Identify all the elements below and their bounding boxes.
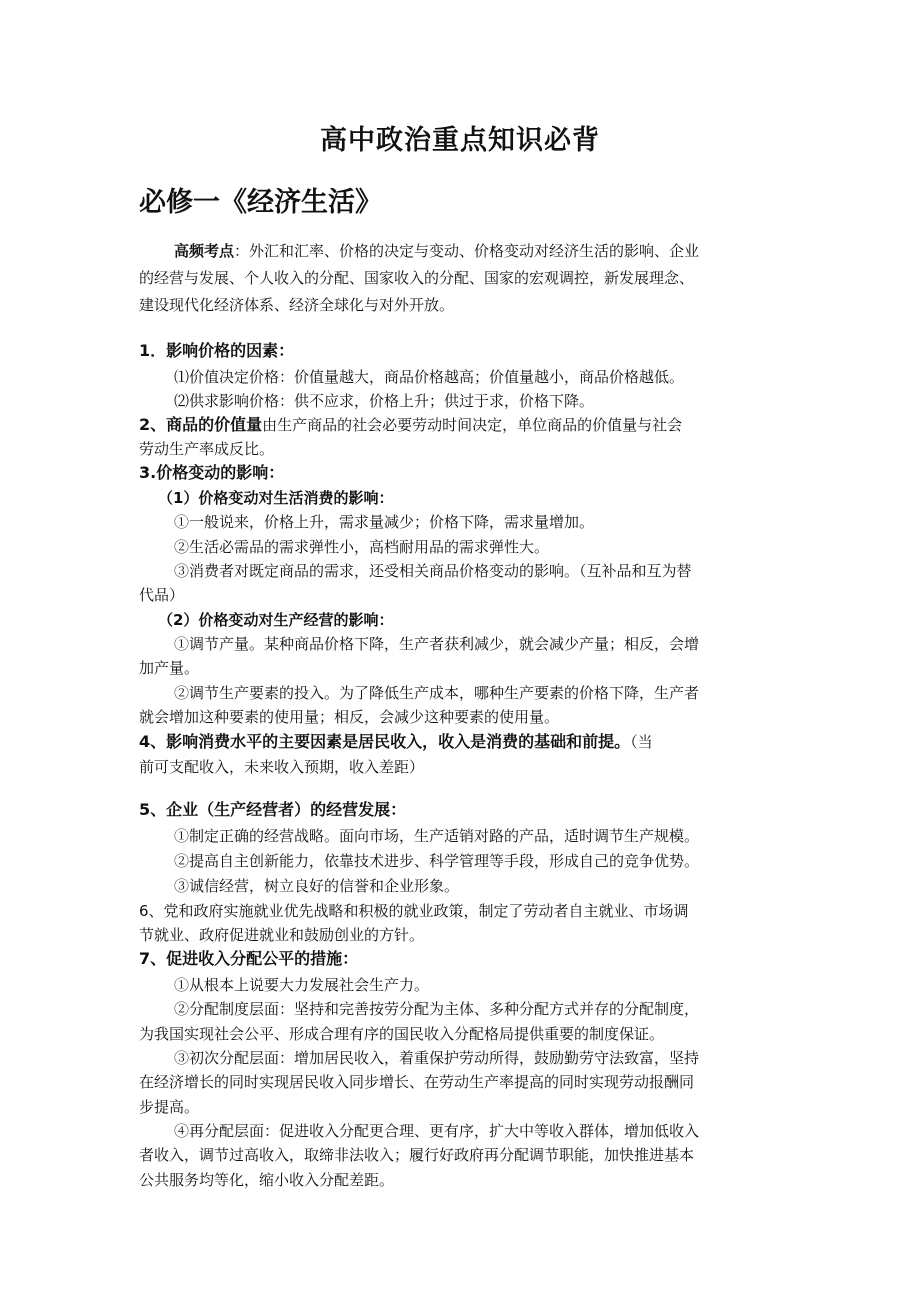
- list-item: ②调节生产要素的投入。为了降低生产成本，哪种生产要素的价格下降，生产者: [174, 684, 700, 702]
- intro-line: [174, 239, 699, 263]
- list-item-continued: 为我国实现社会公平、形成合理有序的国民收入分配格局提供重要的制度保证。: [139, 1025, 665, 1043]
- subheading-consumption: （1）价格变动对生活消费的影响：: [158, 489, 394, 507]
- list-item-continued: 者收入，调节过高收入，取缔非法收入；履行好政府再分配调节职能，加快推进基本: [139, 1146, 695, 1164]
- list-item-continued: 加产量。: [139, 659, 200, 677]
- list-item-continued: 代品）: [139, 586, 185, 604]
- paragraph-value-quantity: [139, 413, 682, 437]
- intro-line: 的经营与发展、个人收入的分配、国家收入的分配、国家的宏观调控，新发展理念、: [139, 269, 695, 287]
- page-title: 高中政治重点知识必背: [320, 125, 600, 156]
- section-title: 必修一《经济生活》: [139, 187, 382, 218]
- heading-consumption-level: 4、影响消费水平的主要因素是居民收入，收入是消费的基础和前提。: [139, 732, 631, 751]
- paragraph-employment: 6、党和政府实施就业优先战略和积极的就业政策，制定了劳动者自主就业、市场调: [139, 902, 689, 920]
- list-item-continued: 就会增加这种要素的使用量；相反，会减少这种要素的使用量。: [139, 708, 560, 726]
- list-item-continued: 公共服务均等化，缩小收入分配差距。: [139, 1171, 395, 1189]
- paragraph-line: 劳动生产率成反比。: [139, 440, 275, 458]
- heading-price-factors: 1．影响价格的因素：: [139, 341, 295, 360]
- list-item: ②生活必需品的需求弹性小，高档耐用品的需求弹性大。: [174, 538, 550, 556]
- list-item: ②提高自主创新能力，依靠技术进步、科学管理等手段，形成自己的竞争优势。: [174, 852, 700, 870]
- list-item-continued: 在经济增长的同时实现居民收入同步增长、在劳动生产率提高的同时实现劳动报酬同: [139, 1073, 695, 1091]
- subheading-production: （2）价格变动对生产经营的影响：: [158, 611, 394, 629]
- list-item: ①一般说来，价格上升，需求量减少；价格下降，需求量增加。: [174, 513, 595, 531]
- list-item: ①制定正确的经营战略。面向市场，生产适销对路的产品，适时调节生产规模。: [174, 827, 700, 845]
- list-item: ⑵供求影响价格：供不应求，价格上升；供过于求，价格下降。: [174, 392, 595, 410]
- paragraph-consumption-level: [139, 730, 653, 754]
- list-item: ④再分配层面：促进收入分配更合理、更有序，扩大中等收入群体，增加低收入: [174, 1122, 700, 1140]
- list-item: ③诚信经营，树立良好的信誉和企业形象。: [174, 877, 460, 895]
- list-item: ③初次分配层面：增加居民收入，着重保护劳动所得，鼓励勤劳守法致富，坚持: [174, 1049, 700, 1067]
- intro-colon: ：: [234, 242, 250, 260]
- list-item: ③消费者对既定商品的需求，还受相关商品价格变动的影响。（互补品和互为替: [174, 562, 692, 580]
- paragraph-text: 由生产商品的社会必要劳动时间决定，单位商品的价值量与社会: [262, 416, 683, 434]
- intro-text: 外汇和汇率、价格的决定与变动、价格变动对经济生活的影响、企业: [249, 242, 700, 260]
- heading-price-change-effects: 3.价格变动的影响：: [139, 463, 285, 482]
- list-item: ⑴价值决定价格：价值量越大，商品价格越高；价值量越小，商品价格越低。: [174, 368, 685, 386]
- list-item: ②分配制度层面：坚持和完善按劳分配为主体、多种分配方式并存的分配制度，: [174, 1000, 700, 1018]
- heading-value-quantity: 2、商品的价值量: [139, 415, 263, 434]
- paragraph-employment: 节就业、政府促进就业和鼓励创业的方针。: [139, 926, 425, 944]
- paragraph-text: （当: [630, 733, 653, 751]
- list-item: ①从根本上说要大力发展社会生产力。: [174, 976, 430, 994]
- heading-enterprise: 5、企业（生产经营者）的经营发展：: [139, 800, 407, 819]
- list-item: ①调节产量。某种商品价格下降，生产者获利减少，就会减少产量；相反，会增: [174, 635, 700, 653]
- intro-label: 高频考点: [174, 242, 235, 260]
- paragraph-line: 前可支配收入，未来收入预期，收入差距）: [139, 758, 425, 776]
- intro-line: 建设现代化经济体系、经济全球化与对外开放。: [139, 296, 455, 314]
- heading-distribution-fairness: 7、促进收入分配公平的措施：: [139, 949, 359, 968]
- list-item-continued: 步提高。: [139, 1098, 200, 1116]
